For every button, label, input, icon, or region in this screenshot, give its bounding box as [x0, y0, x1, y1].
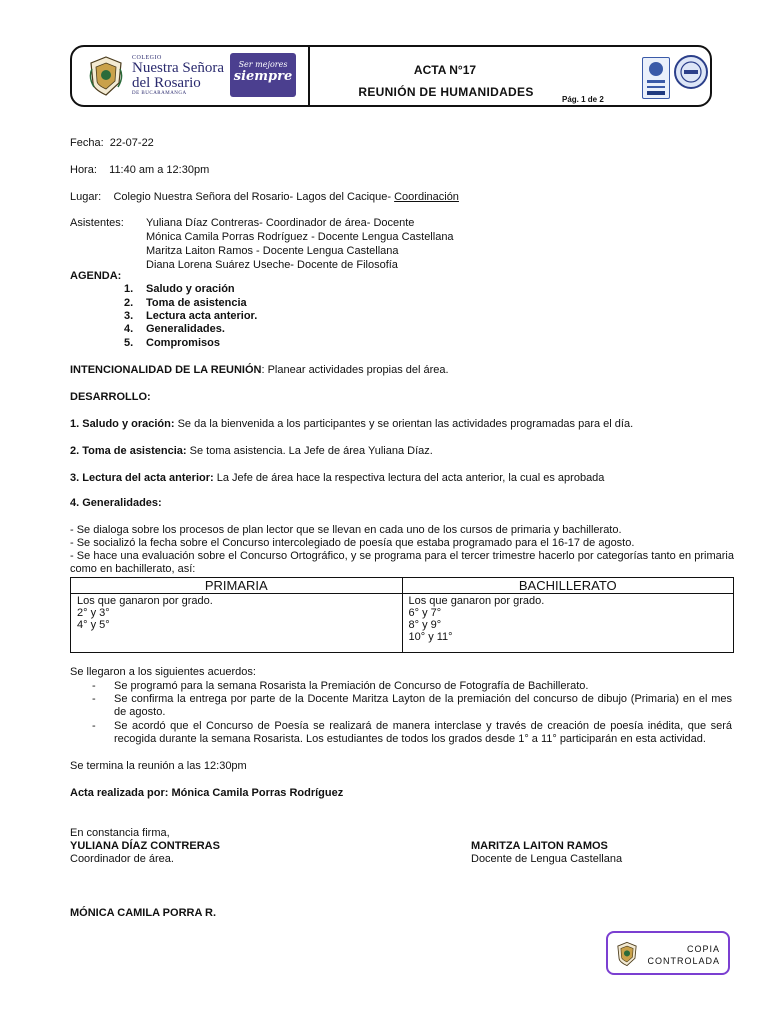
desarrollo-p1-text: Se da la bienvenida a los participantes y se orientan las actividades programadas para el día.: [174, 418, 634, 430]
fecha-label: Fecha:: [70, 137, 104, 149]
bullet-dash: -: [92, 693, 96, 705]
generalidad-1: - Se dialoga sobre los procesos de plan lector que se llevan en cada uno de los cursos de primaria y bachillerato.: [70, 524, 622, 536]
school-name-line1: COLEGIO: [132, 55, 162, 61]
table-cell-line: 6° y 7°: [408, 607, 442, 619]
acuerdo-item: [92, 693, 732, 719]
termina-text: Se termina la reunión a las 12:30pm: [70, 760, 247, 772]
intencionalidad-label: INTENCIONALIDAD DE LA REUNIÓN: [70, 364, 262, 376]
concurso-table: [70, 577, 734, 653]
desarrollo-p1: [70, 418, 633, 430]
lugar-value: Colegio Nuestra Señora del Rosario- Lagos del Cacique-: [113, 191, 392, 203]
agenda-item: [124, 323, 225, 335]
agenda-item-text: Lectura acta anterior.: [146, 310, 258, 322]
acuerdo-item: [92, 720, 732, 746]
agenda-label: AGENDA:: [70, 270, 122, 282]
table-cell-line: 8° y 9°: [408, 619, 442, 631]
table-cell-bachillerato: [402, 594, 734, 653]
table-header-bachillerato: BACHILLERATO: [402, 578, 734, 594]
table-cell-line: 2° y 3°: [77, 607, 110, 619]
acuerdo-item: [92, 680, 732, 693]
lugar-row: [70, 191, 459, 203]
firma-2-name: MARITZA LAITON RAMOS: [471, 840, 608, 852]
acuerdos-intro: Se llegaron a los siguientes acuerdos:: [70, 666, 256, 678]
header-divider: [308, 47, 310, 105]
quality-seal-icon: [674, 55, 708, 89]
intencionalidad-row: [70, 364, 449, 376]
school-crest-icon: [88, 55, 124, 97]
agenda-item: [124, 283, 235, 295]
page-number: Pág. 1 de 2: [562, 95, 604, 104]
fecha-value: 22-07-22: [109, 137, 154, 149]
school-name-line2: Nuestra Señora: [132, 60, 225, 76]
fecha-row: [70, 137, 154, 149]
desarrollo-label: DESARROLLO:: [70, 391, 151, 403]
desarrollo-p4-label: 4. Generalidades:: [70, 497, 162, 509]
acuerdo-text: Se acordó que el Concurso de Poesía se realizará de manera interclase y través de creación de poesía inédita, que será recogida durante la semana Rosarista. Los estudiantes de todos los grados desde 1° a 11° participarán en esta actividad.: [114, 720, 732, 745]
stamp-text: [647, 943, 720, 967]
agenda-item-text: Toma de asistencia: [146, 297, 247, 309]
agenda-item-number: 2.: [124, 297, 134, 309]
asistente-item: Yuliana Díaz Contreras- Coordinador de área- Docente: [146, 217, 415, 229]
agenda-item: [124, 337, 220, 349]
generalidad-3: - Se hace una evaluación sobre el Concurso Ortográfico, y se programa para el tercer trimestre hacerlo por categorías tanto en primaria como en bachillerato, así:: [70, 550, 734, 575]
agenda-item: [124, 310, 257, 322]
desarrollo-p3-text: La Jefe de área hace la respectiva lectura del acta anterior, la cual es aprobada: [213, 472, 605, 484]
slogan-line1: Ser mejores: [238, 60, 288, 69]
desarrollo-p2: [70, 445, 433, 457]
table-cell-line: Los que ganaron por grado.: [408, 595, 545, 607]
table-header-row: [71, 578, 734, 594]
asistentes-label: Asistentes:: [70, 217, 124, 229]
stamp-line2: CONTROLADA: [647, 956, 720, 966]
asistente-item: Maritza Laiton Ramos - Docente Lengua Castellana: [146, 245, 399, 257]
firma-3-name: MÓNICA CAMILA PORRA R.: [70, 907, 217, 919]
generalidad-2: - Se socializó la fecha sobre el Concurso intercolegiado de poesía que estaba programado para el 16-17 de agosto.: [70, 537, 635, 549]
document-title: ACTA N°17: [413, 63, 477, 77]
table-cell-primaria: [71, 594, 403, 653]
intencionalidad-text: : Planear actividades propias del área.: [261, 364, 449, 376]
acuerdo-text: Se programó para la semana Rosarista la Premiación de Concurso de Fotografía de Bachillerato.: [114, 680, 589, 692]
hora-label: Hora:: [70, 164, 97, 176]
slogan-badge: [230, 53, 296, 97]
acuerdo-text: Se confirma la entrega por parte de la Docente Maritza Layton de la premiación del concurso de dibujo (Primaria) en el mes de agosto.: [114, 693, 732, 718]
desarrollo-p2-label: 2. Toma de asistencia:: [70, 445, 187, 457]
hora-row: [70, 164, 209, 176]
stamp-line1: COPIA: [686, 944, 720, 954]
firma-2-role: Docente de Lengua Castellana: [471, 853, 623, 865]
acta-realizada: Acta realizada por: Mónica Camila Porras Rodríguez: [70, 787, 344, 799]
agenda-item: [124, 297, 247, 309]
constancia-text: En constancia firma,: [70, 827, 170, 839]
agenda-item-text: Saludo y oración: [146, 283, 235, 295]
table-cell-line: 10° y 11°: [408, 631, 453, 643]
agenda-item-text: Generalidades.: [146, 323, 225, 335]
document-header: [70, 45, 712, 107]
table-cell-line: 4° y 5°: [77, 619, 110, 631]
desarrollo-p1-label: 1. Saludo y oración:: [70, 418, 175, 430]
lugar-label: Lugar:: [70, 191, 102, 203]
agenda-item-number: 3.: [124, 310, 134, 322]
school-name-line4: DE BUCARAMANGA: [132, 91, 187, 96]
table-header-primaria: PRIMARIA: [71, 578, 403, 594]
desarrollo-p3-label: 3. Lectura del acta anterior:: [70, 472, 214, 484]
asistente-item: Mónica Camila Porras Rodríguez - Docente Lengua Castellana: [146, 231, 454, 243]
desarrollo-p2-text: Se toma asistencia. La Jefe de área Yuliana Díaz.: [186, 445, 433, 457]
bullet-dash: -: [92, 720, 96, 732]
certification-badge-icon: [642, 57, 670, 99]
firma-1-name: YULIANA DÍAZ CONTRERAS: [70, 840, 220, 852]
hora-value: 11:40 am a 12:30pm: [109, 164, 210, 176]
asistente-item: Diana Lorena Suárez Useche- Docente de Filosofía: [146, 259, 398, 271]
school-name: [132, 55, 224, 96]
table-row: [71, 594, 734, 653]
agenda-item-number: 5.: [124, 337, 134, 349]
document-subtitle: REUNIÓN DE HUMANIDADES: [358, 85, 534, 99]
lugar-coordinacion-link[interactable]: Coordinación: [394, 191, 459, 203]
slogan-line2: siempre: [233, 68, 293, 84]
bullet-dash: -: [92, 680, 96, 692]
table-cell-line: Los que ganaron por grado.: [77, 595, 213, 607]
agenda-item-text: Compromisos: [146, 337, 220, 349]
school-crest-icon: [616, 937, 638, 971]
copia-controlada-stamp: [606, 931, 730, 975]
desarrollo-p3: [70, 472, 604, 484]
firma-1-role: Coordinador de área.: [70, 853, 174, 865]
agenda-item-number: 4.: [124, 323, 134, 335]
agenda-item-number: 1.: [124, 283, 134, 295]
school-name-line3: del Rosario: [132, 75, 201, 91]
